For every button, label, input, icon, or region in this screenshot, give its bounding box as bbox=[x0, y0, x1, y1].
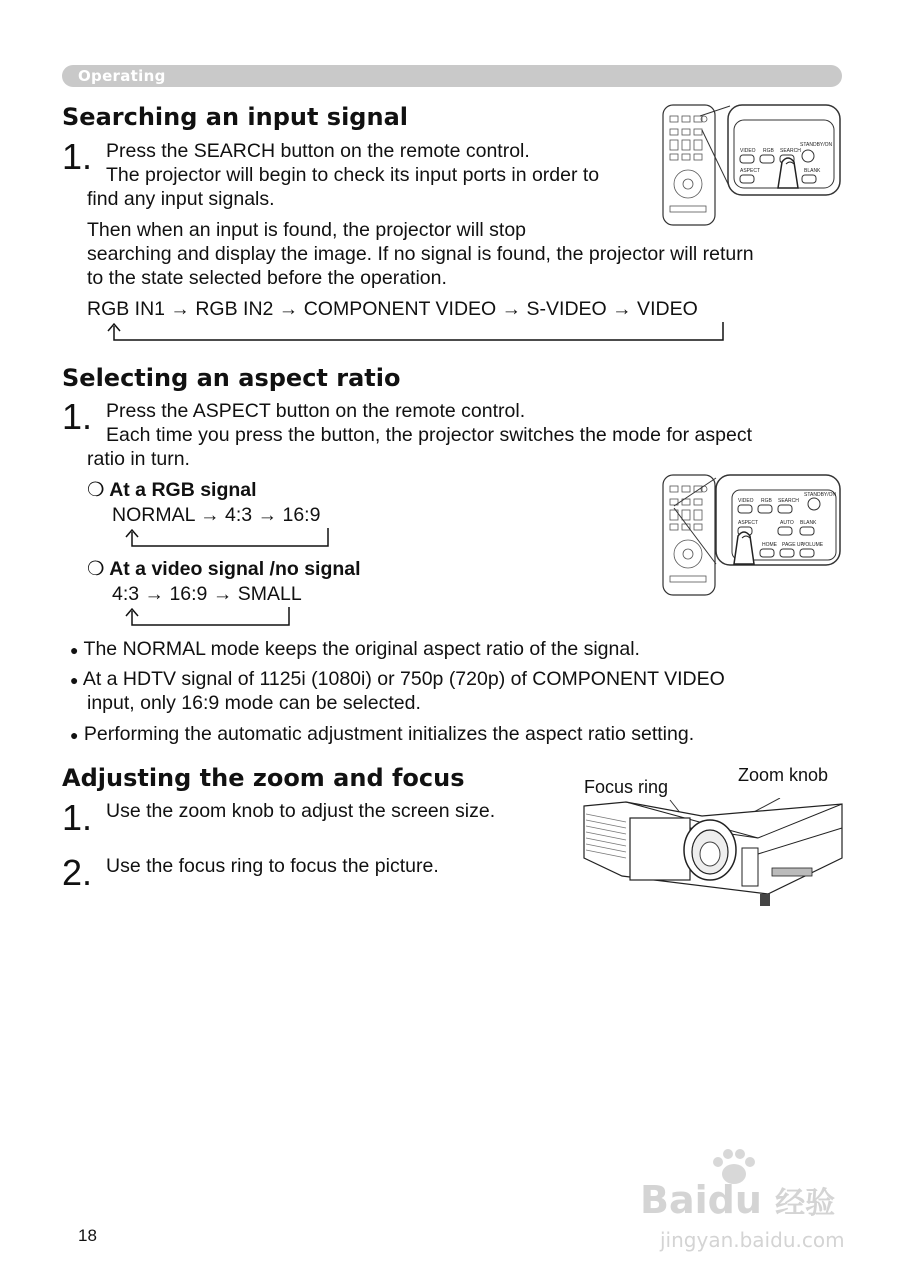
aspect-line-1: Press the ASPECT button on the remote control. bbox=[106, 400, 526, 422]
rgb-signal-label: At a RGB signal bbox=[109, 479, 257, 501]
watermark bbox=[640, 1146, 860, 1266]
watermark-cn: 经验 bbox=[775, 1186, 836, 1221]
svg-text:SEARCH: SEARCH bbox=[778, 498, 799, 504]
svg-text:VIDEO: VIDEO bbox=[738, 498, 754, 504]
aspect-line-2: Each time you press the button, the projector switches the mode for aspect bbox=[106, 424, 753, 446]
svg-text:RGB: RGB bbox=[763, 148, 774, 154]
bullet-icon: ● bbox=[70, 672, 79, 688]
watermark-brand: Bai bbox=[640, 1178, 708, 1222]
svg-text:ASPECT: ASPECT bbox=[740, 168, 761, 174]
search-title: Searching an input signal bbox=[62, 103, 408, 131]
svg-text:STANDBY/ON: STANDBY/ON bbox=[800, 142, 833, 148]
zoom-knob-label: Zoom knob bbox=[738, 765, 829, 785]
svg-text:HOME: HOME bbox=[762, 542, 777, 548]
search-line-1: Press the SEARCH button on the remote control. bbox=[106, 140, 530, 162]
aspect-bullet-3: ● Performing the automatic adjustment initializes the aspect ratio setting. bbox=[70, 723, 695, 745]
video-signal-label: At a video signal /no signal bbox=[109, 558, 361, 580]
search-step-number: 1. bbox=[62, 136, 93, 177]
svg-text:VOLUME: VOLUME bbox=[802, 542, 824, 548]
watermark-url: jingyan.baidu.com bbox=[660, 1228, 845, 1252]
zoom-title: Adjusting the zoom and focus bbox=[62, 764, 465, 792]
zoom-step-2: Use the focus ring to focus the picture. bbox=[106, 855, 439, 877]
search-line-6: to the state selected before the operation. bbox=[87, 267, 447, 289]
rgb-signal-heading bbox=[87, 478, 257, 502]
search-line-3: find any input signals. bbox=[87, 188, 275, 210]
video-cycle-return-arrow bbox=[120, 605, 300, 631]
remote-aspect-figure bbox=[660, 472, 842, 598]
svg-text:AUTO: AUTO bbox=[780, 520, 794, 526]
zoom-step-1-number: 1. bbox=[62, 797, 93, 838]
section-banner bbox=[62, 65, 842, 87]
aspect-bullet-1: ● The NORMAL mode keeps the original aspect ratio of the signal. bbox=[70, 638, 640, 660]
page-number: 18 bbox=[78, 1226, 97, 1245]
svg-text:SEARCH: SEARCH bbox=[780, 148, 801, 154]
projector-figure bbox=[582, 798, 844, 910]
search-line-5: searching and display the image. If no signal is found, the projector will return bbox=[87, 243, 754, 265]
svg-text:ASPECT: ASPECT bbox=[738, 520, 759, 526]
search-line-4: Then when an input is found, the projector will stop bbox=[87, 219, 527, 241]
svg-text:BLANK: BLANK bbox=[800, 520, 817, 526]
aspect-bullet-2: ● At a HDTV signal of 1125i (1080i) or 750p (720p) of COMPONENT VIDEO bbox=[70, 668, 725, 690]
search-cycle-return-arrow bbox=[100, 320, 740, 346]
svg-text:RGB: RGB bbox=[761, 498, 772, 504]
zoom-step-2-number: 2. bbox=[62, 852, 93, 893]
search-cycle: RGB IN1 → RGB IN2 → COMPONENT VIDEO → S-VIDEO → VIDEO bbox=[87, 298, 698, 320]
bullet-icon: ● bbox=[70, 727, 79, 743]
aspect-bullet-2-cont: input, only 16:9 mode can be selected. bbox=[87, 692, 421, 714]
zoom-step-1: Use the zoom knob to adjust the screen size. bbox=[106, 800, 496, 822]
watermark-brand-2: du bbox=[707, 1178, 762, 1222]
video-cycle: 4:3 → 16:9 → SMALL bbox=[112, 583, 302, 605]
rgb-cycle-return-arrow bbox=[120, 526, 340, 552]
svg-text:STANDBY/ON: STANDBY/ON bbox=[804, 492, 837, 498]
svg-text:BLANK: BLANK bbox=[804, 168, 821, 174]
aspect-title: Selecting an aspect ratio bbox=[62, 364, 401, 392]
hollow-circle-icon: ❍ bbox=[87, 558, 105, 580]
video-signal-heading bbox=[87, 557, 361, 581]
section-label: Operating bbox=[78, 67, 166, 85]
rgb-cycle: NORMAL → 4:3 → 16:9 bbox=[112, 504, 321, 526]
search-line-2: The projector will begin to check its input ports in order to bbox=[106, 164, 600, 186]
focus-ring-label: Focus ring bbox=[584, 777, 669, 797]
hollow-circle-icon: ❍ bbox=[87, 479, 105, 501]
aspect-step-number: 1. bbox=[62, 396, 93, 437]
remote-search-figure bbox=[660, 102, 842, 228]
svg-text:PAGE UP: PAGE UP bbox=[782, 542, 804, 548]
aspect-line-3: ratio in turn. bbox=[87, 448, 190, 470]
svg-text:VIDEO: VIDEO bbox=[740, 148, 756, 154]
bullet-icon: ● bbox=[70, 642, 79, 658]
